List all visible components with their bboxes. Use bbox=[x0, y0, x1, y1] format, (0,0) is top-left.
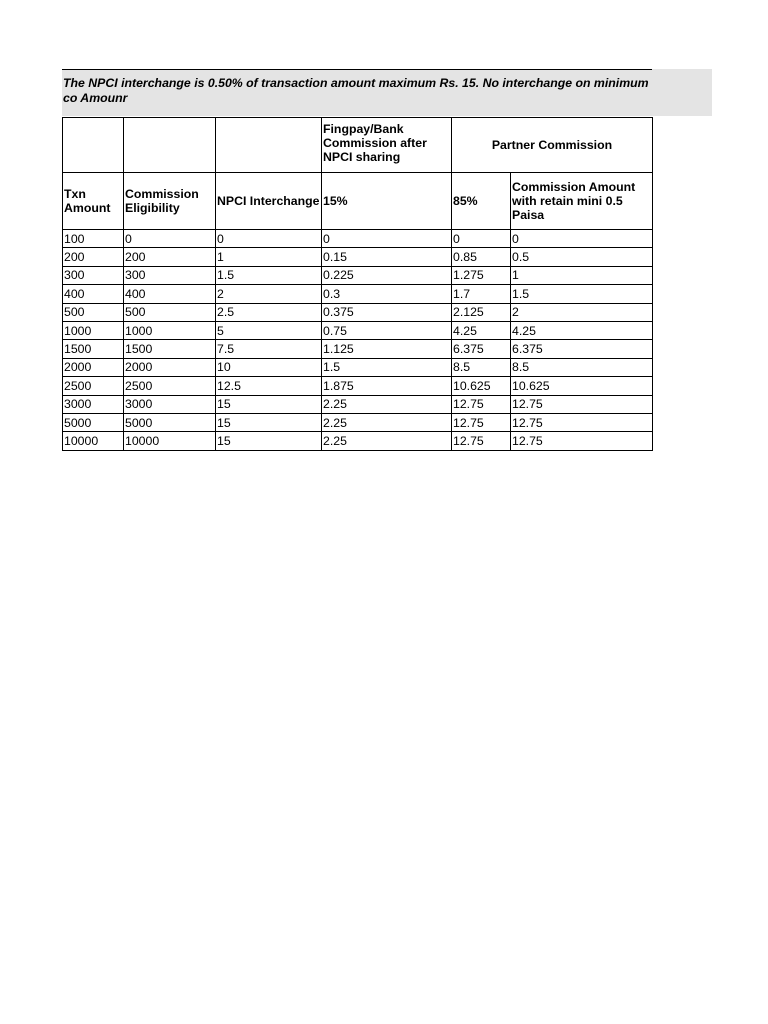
header-empty-cell bbox=[216, 118, 322, 173]
header-txn-amount: Txn Amount bbox=[63, 173, 124, 230]
header-row-1 bbox=[63, 118, 653, 173]
table-cell: 200 bbox=[124, 248, 216, 266]
table-cell: 5000 bbox=[124, 413, 216, 431]
table-cell: 1500 bbox=[124, 340, 216, 358]
table-cell: 1.875 bbox=[322, 377, 452, 395]
table-row bbox=[63, 432, 653, 450]
table-cell: 8.5 bbox=[511, 358, 653, 376]
table-row bbox=[63, 285, 653, 303]
table-cell: 0 bbox=[124, 230, 216, 248]
table-cell: 2 bbox=[511, 303, 653, 321]
table-cell: 8.5 bbox=[452, 358, 511, 376]
table-cell: 2.25 bbox=[322, 395, 452, 413]
table-cell: 100 bbox=[63, 230, 124, 248]
header-row-2 bbox=[63, 173, 653, 230]
table-cell: 12.75 bbox=[452, 413, 511, 431]
table-cell: 0.375 bbox=[322, 303, 452, 321]
note-top-border bbox=[62, 69, 652, 70]
table-row bbox=[63, 248, 653, 266]
header-15-percent: 15% bbox=[322, 173, 452, 230]
table-cell: 1500 bbox=[63, 340, 124, 358]
table-cell: 1.275 bbox=[452, 266, 511, 284]
table-row bbox=[63, 230, 653, 248]
table-cell: 2000 bbox=[63, 358, 124, 376]
table-cell: 12.5 bbox=[216, 377, 322, 395]
table-cell: 300 bbox=[63, 266, 124, 284]
table-cell: 2 bbox=[216, 285, 322, 303]
table-cell: 200 bbox=[63, 248, 124, 266]
table-cell: 10 bbox=[216, 358, 322, 376]
table-cell: 400 bbox=[63, 285, 124, 303]
table-cell: 4.25 bbox=[511, 321, 653, 339]
table-cell: 2500 bbox=[63, 377, 124, 395]
header-partner-commission: Partner Commission bbox=[452, 118, 653, 173]
table-cell: 0 bbox=[216, 230, 322, 248]
table-cell: 0.225 bbox=[322, 266, 452, 284]
table-cell: 10000 bbox=[124, 432, 216, 450]
table-cell: 2000 bbox=[124, 358, 216, 376]
table-cell: 0 bbox=[452, 230, 511, 248]
table-cell: 12.75 bbox=[511, 432, 653, 450]
table-cell: 1 bbox=[511, 266, 653, 284]
table-row bbox=[63, 266, 653, 284]
table-cell: 6.375 bbox=[511, 340, 653, 358]
table-cell: 2.125 bbox=[452, 303, 511, 321]
commission-table bbox=[62, 117, 653, 451]
table-row bbox=[63, 303, 653, 321]
table-row bbox=[63, 321, 653, 339]
table-cell: 12.75 bbox=[452, 432, 511, 450]
table-cell: 3000 bbox=[63, 395, 124, 413]
table-row bbox=[63, 358, 653, 376]
table-cell: 3000 bbox=[124, 395, 216, 413]
header-empty-cell bbox=[63, 118, 124, 173]
table-cell: 1000 bbox=[63, 321, 124, 339]
table-cell: 1.5 bbox=[511, 285, 653, 303]
table-cell: 2500 bbox=[124, 377, 216, 395]
table-cell: 12.75 bbox=[511, 395, 653, 413]
table-cell: 6.375 bbox=[452, 340, 511, 358]
table-cell: 500 bbox=[124, 303, 216, 321]
table-row bbox=[63, 340, 653, 358]
table-cell: 500 bbox=[63, 303, 124, 321]
table-cell: 1.125 bbox=[322, 340, 452, 358]
table-cell: 4.25 bbox=[452, 321, 511, 339]
table-cell: 300 bbox=[124, 266, 216, 284]
table-cell: 1000 bbox=[124, 321, 216, 339]
table-cell: 0 bbox=[322, 230, 452, 248]
table-cell: 0.85 bbox=[452, 248, 511, 266]
header-85-percent: 85% bbox=[452, 173, 511, 230]
table-cell: 0.5 bbox=[511, 248, 653, 266]
table-cell: 2.5 bbox=[216, 303, 322, 321]
table-cell: 7.5 bbox=[216, 340, 322, 358]
table-cell: 1.5 bbox=[322, 358, 452, 376]
table-cell: 10000 bbox=[63, 432, 124, 450]
table-cell: 12.75 bbox=[511, 413, 653, 431]
header-npci-interchange: NPCI Interchange bbox=[216, 173, 322, 230]
table-cell: 12.75 bbox=[452, 395, 511, 413]
table-cell: 0.15 bbox=[322, 248, 452, 266]
table-cell: 15 bbox=[216, 395, 322, 413]
header-commission-amount: Commission Amount with retain mini 0.5 Paisa bbox=[511, 173, 653, 230]
table-row bbox=[63, 413, 653, 431]
header-empty-cell bbox=[124, 118, 216, 173]
table-cell: 5000 bbox=[63, 413, 124, 431]
table-row bbox=[63, 395, 653, 413]
interchange-note: The NPCI interchange is 0.50% of transaction amount maximum Rs. 15. No interchange on minimum co Amounr bbox=[63, 76, 649, 105]
header-fingpay-bank-commission: Fingpay/Bank Commission after NPCI sharing bbox=[322, 118, 452, 173]
table-cell: 0.3 bbox=[322, 285, 452, 303]
table-cell: 15 bbox=[216, 413, 322, 431]
table-cell: 5 bbox=[216, 321, 322, 339]
table-cell: 0 bbox=[511, 230, 653, 248]
table-cell: 0.75 bbox=[322, 321, 452, 339]
table-cell: 2.25 bbox=[322, 413, 452, 431]
table-cell: 2.25 bbox=[322, 432, 452, 450]
table-row bbox=[63, 377, 653, 395]
table-cell: 1.5 bbox=[216, 266, 322, 284]
header-commission-eligibility: Commission Eligibility bbox=[124, 173, 216, 230]
table-cell: 10.625 bbox=[511, 377, 653, 395]
table-cell: 1.7 bbox=[452, 285, 511, 303]
table-cell: 10.625 bbox=[452, 377, 511, 395]
table-cell: 400 bbox=[124, 285, 216, 303]
table-cell: 15 bbox=[216, 432, 322, 450]
table-cell: 1 bbox=[216, 248, 322, 266]
